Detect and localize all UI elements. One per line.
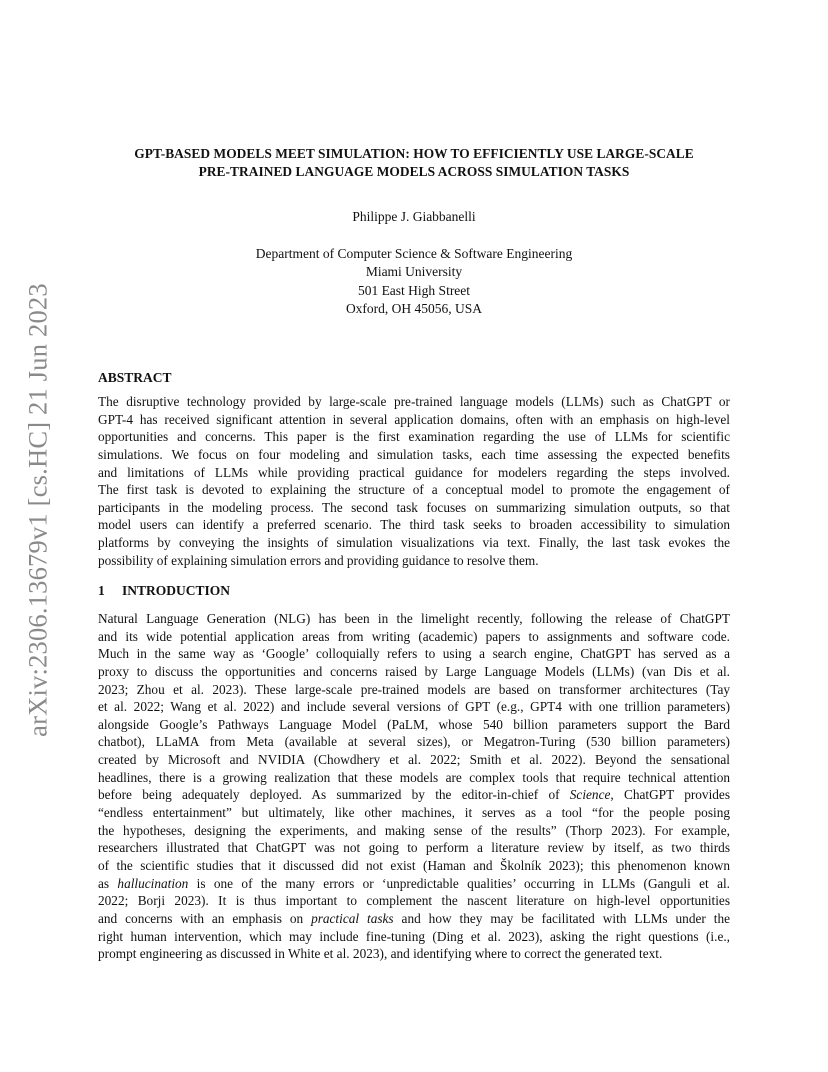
line-text: is one of the many errors or ‘unpredictable qualities’ occurring in LLMs (Ganguli et al. <box>188 875 730 891</box>
author-name: Philippe J. Giabbanelli <box>352 209 476 224</box>
intro-line: Natural Language Generation (NLG) has been in the limelight recently, following the release of ChatGPT <box>98 611 730 626</box>
intro-line: prompt engineering as discussed in White et al. 2023), and identifying where to correct the generated text. <box>98 946 663 962</box>
abstract-line: The first task is devoted to explaining the structure of a conceptual model to promote the engagement of <box>98 482 730 498</box>
intro-line: alongside Google’s Pathways Language Model (PaLM, whose 540 billion parameters support the Bard <box>98 716 730 732</box>
intro-line: headlines, there is a growing realization that these models are complex tools that require technical attention <box>98 769 730 785</box>
title-line: PRE-TRAINED LANGUAGE MODELS ACROSS SIMULATION TASKS <box>198 163 630 179</box>
arxiv-stamp <box>18 283 58 737</box>
arxiv-identifier: arXiv:2306.13679v1 [cs.HC] 21 Jun 2023 <box>22 283 53 737</box>
intro-line: 2022; Borji 2023). It is thus important to complement the nascent literature on high-level opportunities <box>98 893 730 909</box>
italic-term: hallucination <box>117 875 189 891</box>
intro-line: researchers illustrated that ChatGPT was not going to perform a literature review by itself, as two thirds <box>98 840 730 856</box>
line-text: before being adequately deployed. As summarized by the editor-in-chief of <box>98 787 570 803</box>
line-text: and how they may be facilitated with LLMs under the <box>393 910 730 926</box>
abstract-line: possibility of explaining simulation errors and providing guidance to resolve them. <box>98 552 539 568</box>
line-text: and concerns with an emphasis on <box>98 910 312 926</box>
title-line: GPT-BASED MODELS MEET SIMULATION: HOW TO EFFICIENTLY USE LARGE-SCALE <box>134 146 694 161</box>
intro-line: 2023; Zhou et al. 2023). These large-scale pre-trained models are based on transformer architectures (Tay <box>98 681 730 697</box>
intro-line: and its wide potential application areas from writing (academic) papers to assignments and software code. <box>98 628 730 644</box>
intro-line: Much in the same way as ‘Google’ colloquially refers to using a search engine, ChatGPT has served as a <box>98 646 730 662</box>
affiliation <box>98 245 730 318</box>
paper-title <box>98 145 730 180</box>
intro-line: of the scientific studies that it discussed did not exist (Haman and Školník 2023); this phenomenon known <box>98 857 730 873</box>
abstract-line: and limitations of LLMs while providing practical guidance for modelers regarding the steps involved. <box>98 464 730 480</box>
abstract-line: model users can identify a preferred scenario. The third task seeks to broaden accessibility to simulation <box>98 517 730 533</box>
intro-line: created by Microsoft and NVIDIA (Chowdhery et al. 2022; Smith et al. 2022). Beyond the sensational <box>98 752 730 768</box>
abstract-body <box>98 393 730 569</box>
abstract-line: simulations. We focus on four modeling and simulation tasks, each time assessing the expected benefits <box>98 446 730 462</box>
intro-line: et al. 2022; Wang et al. 2022) and include several versions of GPT (e.g., GPT4 with one trillion parameters) <box>98 699 730 715</box>
intro-line: proxy to discuss the opportunities and concerns raised by Large Language Models (LLMs) (van Dis et al. <box>98 663 730 679</box>
affiliation-line: Department of Computer Science & Software Engineering <box>255 246 573 261</box>
introduction-body <box>98 610 730 963</box>
italic-term: practical tasks <box>311 910 394 926</box>
abstract-line: GPT-4 has received significant attention in several application domains, often with an emphasis on high-level <box>98 411 730 427</box>
section-number: 1 <box>98 583 105 598</box>
intro-line <box>98 786 730 804</box>
intro-line: the hypotheses, designing the experiments, and making sense of the results” (Thorp 2023). For example, <box>98 822 730 838</box>
intro-line: right human intervention, which may include fine-tuning (Ding et al. 2023), asking the right questions (i.e., <box>98 928 730 944</box>
intro-line <box>98 875 730 893</box>
intro-line <box>98 910 730 928</box>
affiliation-line: 501 East High Street <box>357 282 471 298</box>
affiliation-line: Miami University <box>365 264 463 280</box>
intro-line: chatbot), LLaMA from Meta (available at several sizes), or Megatron-Turing (530 billion parameters) <box>98 734 730 750</box>
section-title: INTRODUCTION <box>122 583 231 598</box>
abstract-line: platforms by conveying the insights of simulation visualizations via text. Finally, the last task evokes the <box>98 535 730 551</box>
abstract-line: opportunities and concerns. This paper is the first examination regarding the use of LLMs for scientific <box>98 429 730 445</box>
abstract-line: participants in the modeling process. The second task focuses on summarizing simulation outputs, so that <box>98 499 730 515</box>
section-heading-introduction <box>98 583 230 599</box>
abstract-heading: ABSTRACT <box>98 370 172 385</box>
line-text: , ChatGPT provides <box>610 787 730 803</box>
italic-term: Science <box>569 787 611 803</box>
intro-line: “endless entertainment” but ultimately, like other machines, it serves as a tool “for the people posing <box>98 805 730 821</box>
affiliation-line: Oxford, OH 45056, USA <box>345 300 483 316</box>
line-text: as <box>98 875 118 891</box>
abstract-line: The disruptive technology provided by large-scale pre-trained language models (LLMs) such as ChatGPT or <box>98 394 730 409</box>
